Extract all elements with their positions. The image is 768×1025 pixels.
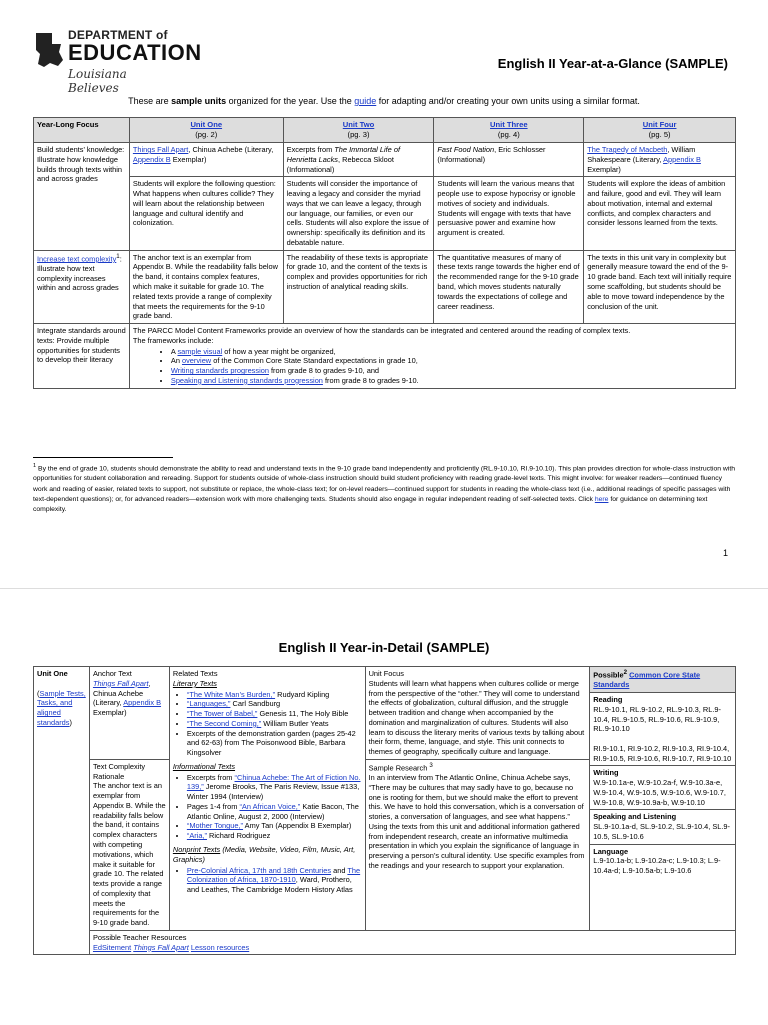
table-header-row (34, 118, 736, 143)
related-texts-cell: Related Texts Literary Texts • “The White Man’s Burden,” Rudyard Kipling • “Languages,” Carl Sandburg • “The Tower of Babel,” Genesis 11, The Holy Bible • “The Second Coming,” William Butler Yeats • Excerpts of the demonstration garden (pages 25-42 and 62-63) from The Poisonwood Bible, Barbara Kingsolver Informational Texts • Excerpts from “Chinua Achebe: The Art of Fiction No. 139,” Jerome Brooks, The Paris Review, Issue #133, Winter 1994 (Interview) • Pages 1-4 from “An African Voice,” Katie Bacon, The Atlantic Online, August 2, 2000 (Interview) • “Mother Tongue,” Amy Tan (Appendix B Exemplar) • “Aria,” Richard Rodriguez Nonprint Texts (Media, Website, Video, Film, Music, Art, Graphics) • Pre-Colonial Africa, 17th and 18th Centuries and The Colonization of Africa, 1870-1910, Ward, Prothero, and Leathes, The Cambridge Modern History Atlas (169, 667, 365, 931)
cell-unit2-complexity: The readability of these texts is appropriate for grade 10, and the content of the texts is complex and provides opportunities for rich instruction of analytical reading skills. (283, 250, 434, 323)
cell-unit4-description: Students will explore the ideas of ambition and failure, good and evil. They will learn about motivation, internal and external conflicts, and complex characters and consider lessons learned from the texts. (584, 177, 736, 250)
cell-unit3-complexity: The quantitative measures of many of these texts range towards the higher end of the recommended range for the 9-10 grade band, which moves students naturally towards the expectations of college and career readiness. (434, 250, 584, 323)
aria-link[interactable]: “Aria,” (186, 831, 207, 841)
unit-three-link[interactable]: Unit Three (490, 120, 528, 129)
list-item: • Pre-Colonial Africa, 17th and 18th Centuries and The Colonization of Africa, 1870-1910, Ward, Prothero, and Leathes, The Cambridge Modern History Atlas (187, 866, 362, 895)
languages-link[interactable]: “Languages,” (186, 699, 231, 709)
table-row (34, 324, 736, 389)
second-coming-link[interactable]: “The Second Coming,” (186, 718, 262, 728)
list-item: • An overview of the Common Core State Standard expectations in grade 10, (171, 356, 732, 366)
reading-standards: Reading RL.9-10.1, RL.9-10.2, RL.9-10.3, RL.9-10.4, RL.9-10.5, RL.9-10.6, RL.9-10.9, RL.9-10.10 RI.9-10.1, RI.9-10.2, RI.9-10.3, RI.9-10.4, RI.9-10.5, RI.9-10.6, RI.9-10.7, RI.9-10.10 (590, 693, 735, 766)
things-fall-apart-link[interactable]: Things Fall Apart (132, 145, 189, 155)
sample-visual-link[interactable]: sample visual (177, 346, 223, 356)
anchor-text-cell: Anchor Text Things Fall Apart, Chinua Achebe (Literary, Appendix B Exemplar) (89, 667, 169, 760)
cell-unit4-text: The Tragedy of Macbeth, William Shakespeare (Literary, Appendix B Exemplar) (584, 143, 736, 177)
col-unit-four: Unit Four (pg. 5) (584, 118, 736, 143)
table-row (34, 250, 736, 323)
guide-link[interactable]: guide (354, 96, 377, 106)
col-unit-one: Unit One (pg. 2) (129, 118, 283, 143)
page-title: English II Year-at-a-Glance (SAMPLE) (497, 56, 728, 71)
col-unit-two: Unit Two (pg. 3) (283, 118, 434, 143)
list-item: • Excerpts of the demonstration garden (pages 25-42 and 62-63) from The Poisonwood Bible, Barbara Kingsolver (187, 729, 362, 758)
literary-texts-list (173, 690, 362, 758)
standards-cell (590, 667, 736, 931)
pre-colonial-africa-link[interactable]: Pre-Colonial Africa, 17th and 18th Centuries (186, 865, 332, 875)
detail-title: English II Year-in-Detail (SAMPLE) (278, 640, 490, 655)
art-of-fiction-link[interactable]: “Chinua Achebe: The Art of Fiction No. 139,” (186, 772, 361, 792)
list-item: • Pages 1-4 from “An African Voice,” Katie Bacon, The Atlantic Online, August 2, 2000 (Interview) (187, 802, 362, 822)
table-row (34, 667, 736, 760)
table-row (34, 143, 736, 177)
louisiana-state-icon (34, 30, 64, 70)
cell-unit2-text: Excerpts from The Immortal Life of Henrietta Lacks, Rebecca Skloot (Informational) (283, 143, 434, 177)
focus-integrate-standards: Integrate standards around texts: Provide multiple opportunities for students to develop their literacy (34, 324, 130, 389)
tower-of-babel-link[interactable]: “The Tower of Babel,” (186, 709, 258, 719)
teacher-resources-cell: Possible Teacher Resources EdSitement Things Fall Apart Lesson resources (89, 930, 735, 955)
list-item: • Writing standards progression from grade 8 to grades 9-10, and (171, 366, 732, 376)
cell-unit1-complexity: The anchor text is an exemplar from Appendix B. While the readability falls below the band, it contains complex features, which make it suitable for grade 10. The related texts provide a range of complexity that meets the requirements for the 9-10 grade band. (129, 250, 283, 323)
focus-build-knowledge: Build students’ knowledge: Illustrate how knowledge builds through texts within and across grades (34, 143, 130, 251)
list-item: • “Aria,” Richard Rodriguez (187, 831, 362, 841)
appendix-b-link[interactable]: Appendix B (132, 154, 171, 164)
list-item: • “Mother Tongue,” Amy Tan (Appendix B Exemplar) (187, 821, 362, 831)
logo-line-education: EDUCATION (68, 40, 202, 65)
writing-standards: Writing W.9-10.1a-e, W.9-10.2a-f, W.9-10.3a-e, W.9-10.4, W.9-10.5, W.9-10.6, W.9-10.7, W.9-10.8, W.9-10.9a-b, W.9-10.10 (590, 766, 735, 810)
cell-unit2-description: Students will consider the importance of leaving a legacy and consider the myriad ways that we can leave a legacy, through our language, our families, or even our cells. Students will also explore the issue of ownership: specifically its definition and its debatable nature. (283, 177, 434, 250)
cell-unit1-text: Things Fall Apart, Chinua Achebe (Literary, Appendix B Exemplar) (129, 143, 283, 177)
things-fall-apart-resources-link[interactable]: Things Fall Apart (133, 942, 189, 952)
table-row (34, 930, 736, 955)
year-at-a-glance-table (33, 117, 736, 389)
macbeth-link[interactable]: The Tragedy of Macbeth (587, 145, 668, 155)
ccss-header: Possible$^2$ Common Core State Standards (590, 667, 735, 693)
unit-one-link[interactable]: Unit One (190, 120, 223, 129)
page-number: 1 (722, 548, 728, 558)
colonization-of-africa-link[interactable]: The Colonization of Africa, 1870-1910 (186, 865, 361, 885)
cell-unit3-text: Fast Food Nation, Eric Schlosser (Informational) (434, 143, 584, 177)
unit-four-link[interactable]: Unit Four (642, 120, 677, 129)
unit-label-cell: Unit One (Sample Tests, Tasks, and aligned standards) (34, 667, 90, 955)
year-in-detail-table (33, 666, 736, 955)
list-item: • “The Second Coming,” William Butler Yeats (187, 719, 362, 729)
list-item: • “The White Man’s Burden,” Rudyard Kipling (187, 690, 362, 700)
focus-text-complexity: Increase text complexity$^1$: Illustrate how text complexity increases within and across grades (34, 250, 130, 323)
unit-focus-cell: Unit Focus Students will learn what happens when cultures collide or merge from the perspective of the “other.” They will come to understand the effects of globalization, cultural diffusion, and the struggle between tradition and change when accompanied by the domination and marginalization of cultures. Students will also learn to discuss the literary merits of various texts by talking about their form, theme, language, and style. This unit connects to themes of geography, specifically culture and language. (365, 667, 590, 760)
overview-link[interactable]: overview (181, 356, 212, 366)
text-complexity-rationale-cell: Text Complexity Rationale The anchor text is an exemplar from Appendix B. While the readability falls below the band, it contains complex characters with competing motivations, which make it suitable for grade 10. The related texts provide a range of complexity that meets the requirements for the 9-10 grade band. (89, 759, 169, 930)
appendix-b-link[interactable]: Appendix B (663, 154, 701, 164)
writing-progression-link[interactable]: Writing standards progression (170, 366, 269, 376)
african-voice-link[interactable]: “An African Voice,” (239, 801, 301, 811)
sample-research-cell: Sample Research $^3$ In an interview from The Atlantic Online, Chinua Achebe says, “There may be cultures that may sadly have to go, because no one is rooting for them, but we should make the effort to prevent this. We have to hold this conversation, which is a conversation of stories, a conversation of languages, and see what happens.” Using the texts from this unit and additional information gathered from independent research, create an informative multimedia presentation in which you explain the significance of language in preserving a person’s cultural identity. Use specific examples from the readings and your research to support your explanation. (365, 759, 590, 930)
cell-unit1-description: Students will explore the following question: What happens when cultures collide? They will learn about the relationship between language and cultural identify and colonization. (129, 177, 283, 250)
department-logo (28, 22, 202, 95)
list-item: • A sample visual of how a year might be organized, (171, 347, 732, 357)
anchor-appendix-b-link[interactable]: Appendix B (123, 698, 162, 708)
col-unit-three: Unit Three (pg. 4) (434, 118, 584, 143)
edsitement-link[interactable]: EdSitement (92, 942, 132, 952)
list-item: • Excerpts from “Chinua Achebe: The Art of Fiction No. 139,” Jerome Brooks, The Paris Review, Issue #133, Winter 1994 (Interview) (187, 773, 362, 802)
lesson-resources-link[interactable]: Lesson resources (190, 942, 250, 952)
list-item: • Speaking and Listening standards progression from grade 8 to grades 9-10. (171, 376, 732, 386)
nonprint-texts-list (173, 866, 362, 895)
sample-tests-link[interactable]: Sample Tests, Tasks, and aligned standards (37, 688, 86, 727)
text-complexity-guidance-link[interactable]: here (594, 495, 609, 503)
intro-text: These are sample units organized for the year. Use the guide for adapting and/or creating your own units using a similar format. (128, 96, 640, 106)
cell-parcc-frameworks: The PARCC Model Content Frameworks provide an overview of how the standards can be integrated and centered around the reading of complex texts. The frameworks include: • A sample visual of how a year might be organized, • An overview of the Common Core State Standard expectations in grade 10, • Writing standards progression from grade 8 to grades 9-10, and • Speaking and Listening standards progression from grade 8 to grades 9-10. (129, 324, 735, 389)
footnote-divider (33, 457, 173, 458)
list-item: • “The Tower of Babel,” Genesis 11, The Holy Bible (187, 709, 362, 719)
informational-texts-list (173, 773, 362, 841)
cell-unit3-description: Students will learn the various means that people use to expose hypocrisy or ignoble motives of society and individuals. Students will engage with texts that have persuasive power and examine how argument is created. (434, 177, 584, 250)
footnote: $^1$ By the end of grade 10, students should demonstrate the ability to read and understand texts in the 9-10 grade band independently and proficiently (RL.9-10.10, RI.9-10.10). This plan provides direction for whole-class instruction with opportunities for student collaboration and rereading. Support for students outside of whole-class instruction should build student proficiency with reading grade-level texts. This might involve: for weaker readers—continued fluency work and reading of easier, related texts to support, not substitute or replace, the whole-class text; for on-level readers—continued support for students in reading the whole-class text (i.e., additional readings of specific passages with text-dependent questions); or, for advanced readers—extension work with more challenging texts. Students should also engage in regular independent reading of self-selected texts. Click here for guidance on determining text complexity. (33, 463, 736, 514)
ccss-link[interactable]: Common Core State Standards (593, 670, 701, 690)
logo-line-department: DEPARTMENT of (68, 28, 168, 42)
anchor-things-fall-apart-link[interactable]: Things Fall Apart (92, 678, 149, 688)
col-year-long-focus: Year-Long Focus (34, 118, 130, 143)
language-standards: Language L.9-10.1a-b; L.9-10.2a-c; L.9-10.3; L.9-10.4a-d; L.9-10.5a-b; L.9-10.6 (593, 846, 721, 876)
frameworks-list (133, 347, 732, 386)
page-two (0, 588, 768, 1025)
list-item: • “Languages,” Carl Sandburg (187, 699, 362, 709)
white-mans-burden-link[interactable]: “The White Man’s Burden,” (186, 689, 276, 699)
logo-motto: Louisiana Believes (68, 67, 127, 95)
cell-unit4-complexity: The texts in this unit vary in complexity but generally measure toward the end of the 9-10 grade band. Each text will initially require some scaffolding, but students should be able to move toward independence by the conclusion of the unit. (584, 250, 736, 323)
increase-complexity-link[interactable]: Increase text complexity (37, 254, 117, 264)
speaking-listening-standards: Speaking and Listening SL.9-10.1a-d, SL.9-10.2, SL.9-10.4, SL.9-10.5, SL.9-10.6 (590, 810, 735, 844)
table-row (34, 177, 736, 250)
mother-tongue-link[interactable]: “Mother Tongue,” (186, 821, 244, 831)
speaking-listening-progression-link[interactable]: Speaking and Listening standards progression (170, 375, 323, 385)
unit-two-link[interactable]: Unit Two (342, 120, 375, 129)
